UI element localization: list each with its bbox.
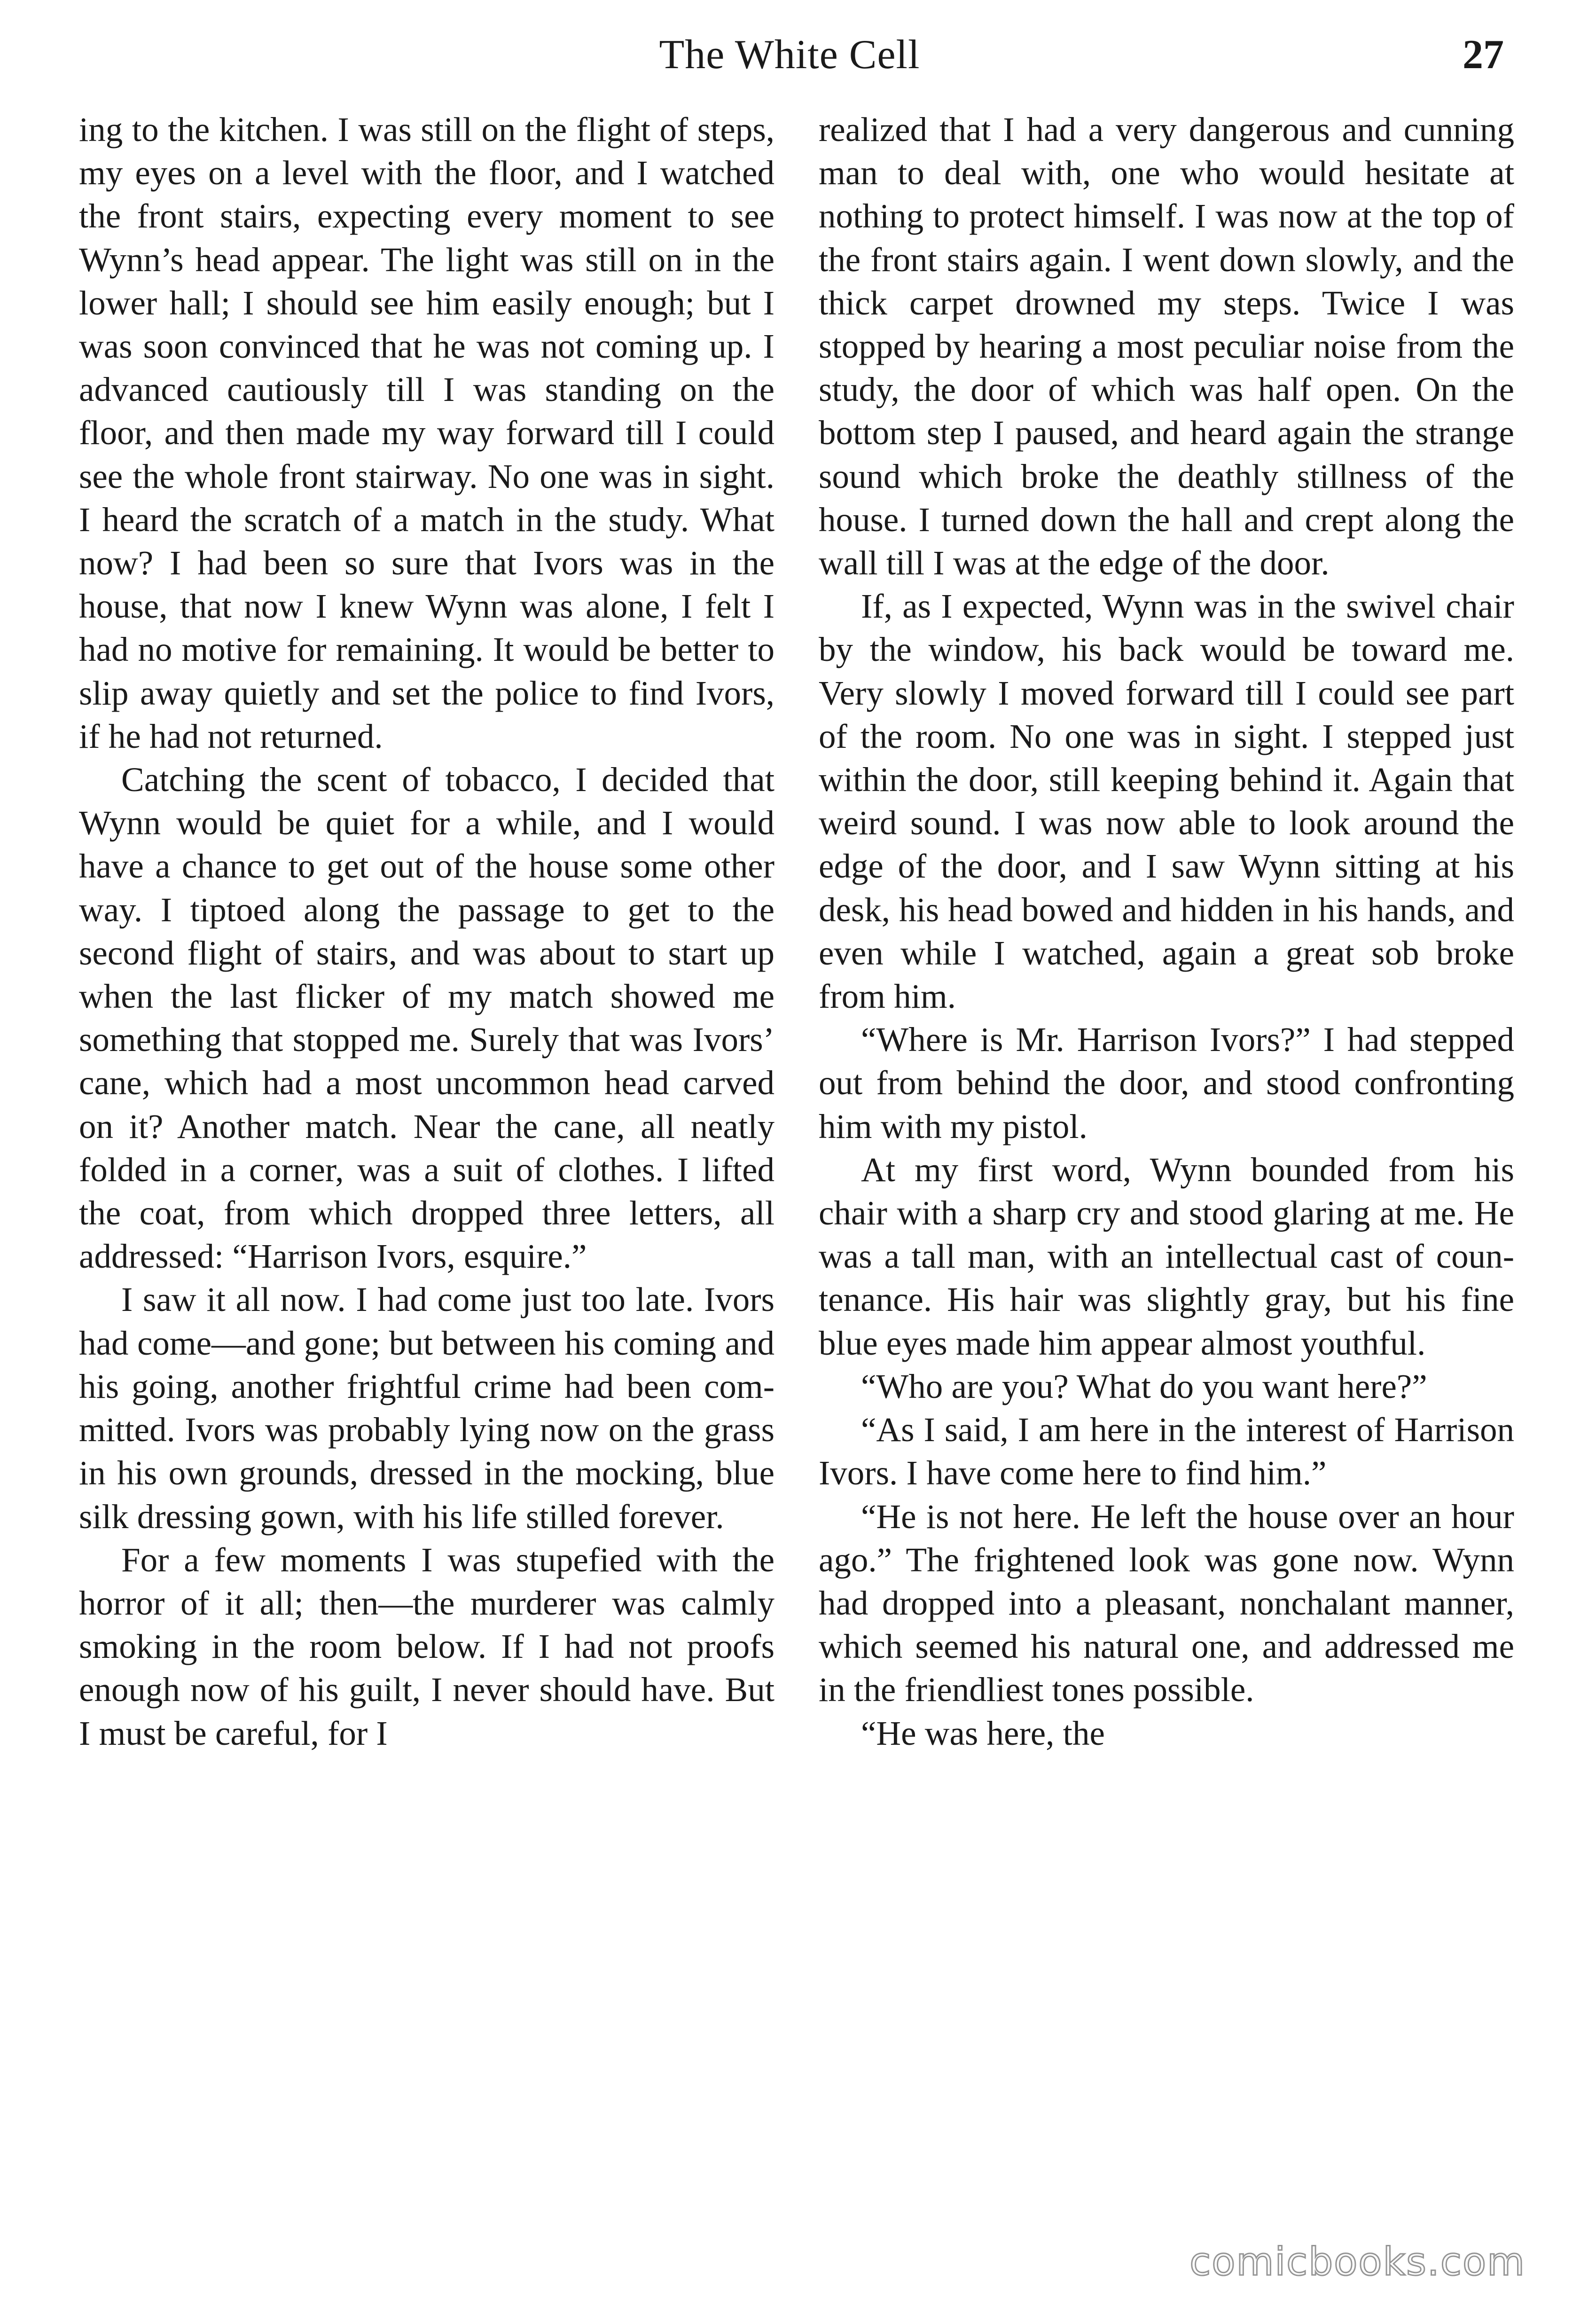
paragraph: For a few moments I was stupefied with the horror of it all; then—the murderer was calmly smoking in the room below. If I had not proofs enough now of his guilt, I never should have. But I must be careful, for I (79, 1540, 775, 1752)
page-number: 27 (1463, 32, 1504, 78)
watermark: comicbooks.com (1189, 2240, 1526, 2284)
paragraph: If, as I expected, Wynn was in the swivel chair by the window, his back would be toward me. Very slowly I moved forward till I could see part of the room. No one was in sight. I stepped just within the door, still keeping behind it. Again that weird sound. I was now able to look around the edge of the door, and I saw Wynn sitting at his desk, his head bowed and hidden in his hands, and even while I watched, again a great sob broke from him. (819, 587, 1514, 1016)
paragraph: I saw it all now. I had come just too late. Ivors had come—and gone; but between his coming and his going, another frightful crime had been committed. Ivors was probably lying now on the grass in his own grounds, dressed in the mocking, blue silk dressing gown, with his life stilled forever. (79, 1280, 775, 1536)
paragraph: “He was here, the (861, 1714, 1105, 1752)
paragraph: Catching the scent of tobacco, I decided that Wynn would be quiet for a while, and I would have a chance to get out of the house some other way. I tiptoed along the passage to get to the second flight of stairs, and was about to start up when the last flicker of my match showed me something that stopped me. Surely that was Ivors’ cane, which had a most uncommon head carved on it? Another match. Near the cane, all neatly folded in a corner, was a suit of clothes. I lifted the coat, from which dropped three letters, all addressed: “Harrison Ivors, esquire.” (79, 761, 775, 1276)
page-header (75, 24, 1504, 86)
paragraph: ing to the kitchen. I was still on the flight of steps, my eyes on a level with the floor, and I watched the front stairs, expecting every moment to see Wynn’s head appear. The light was still on in the lower hall; I should see him easily enough; but I was soon convinced that he was not coming up. I advanced cautiously till I was standing on the floor, and then made my way forward till I could see the whole front stairway. No one was in sight. I heard the scratch of a match in the study. What now? I had been so sure that Ivors was in the house, that now I knew Wynn was alone, I felt I had no motive for remaining. It would be better to slip away quietly and set the police to find Ivors, if he had not returned. (79, 110, 775, 755)
paragraph: At my first word, Wynn bounded from his chair with a sharp cry and stood glaring at me. He was a tall man, with an intellectual cast of countenance. His hair was slightly gray, but his fine blue eyes made him appear almost youthful. (819, 1150, 1514, 1362)
right-column (819, 108, 1514, 2261)
paragraph: realized that I had a very dangerous and cunning man to deal with, one who would hesitate at nothing to protect himself. I was now at the top of the front stairs again. I went down slowly, and the thick carpet drowned my steps. Twice I was stopped by hearing a most peculiar noise from the study, the door of which was half open. On the bottom step I paused, and heard again the strange sound which broke the deathly stillness of the house. I turned down the hall and crept along the wall till I was at the edge of the door. (819, 110, 1514, 582)
left-column (79, 108, 775, 2261)
paragraph: “He is not here. He left the house over an hour ago.” The frightened look was gone now. Wynn had dropped into a pleasant, nonchalant manner, which seemed his natural one, and addressed me in the friendliest tones possible. (819, 1497, 1514, 1709)
paragraph: “As I said, I am here in the interest of Harrison Ivors. I have come here to find him.” (819, 1411, 1514, 1492)
paragraph: “Where is Mr. Harrison Ivors?” I had stepped out from behind the door, and stood confronting him with my pistol. (819, 1020, 1514, 1145)
running-head: The White Cell (659, 32, 920, 78)
paragraph: “Who are you? What do you want here?” (861, 1367, 1427, 1405)
